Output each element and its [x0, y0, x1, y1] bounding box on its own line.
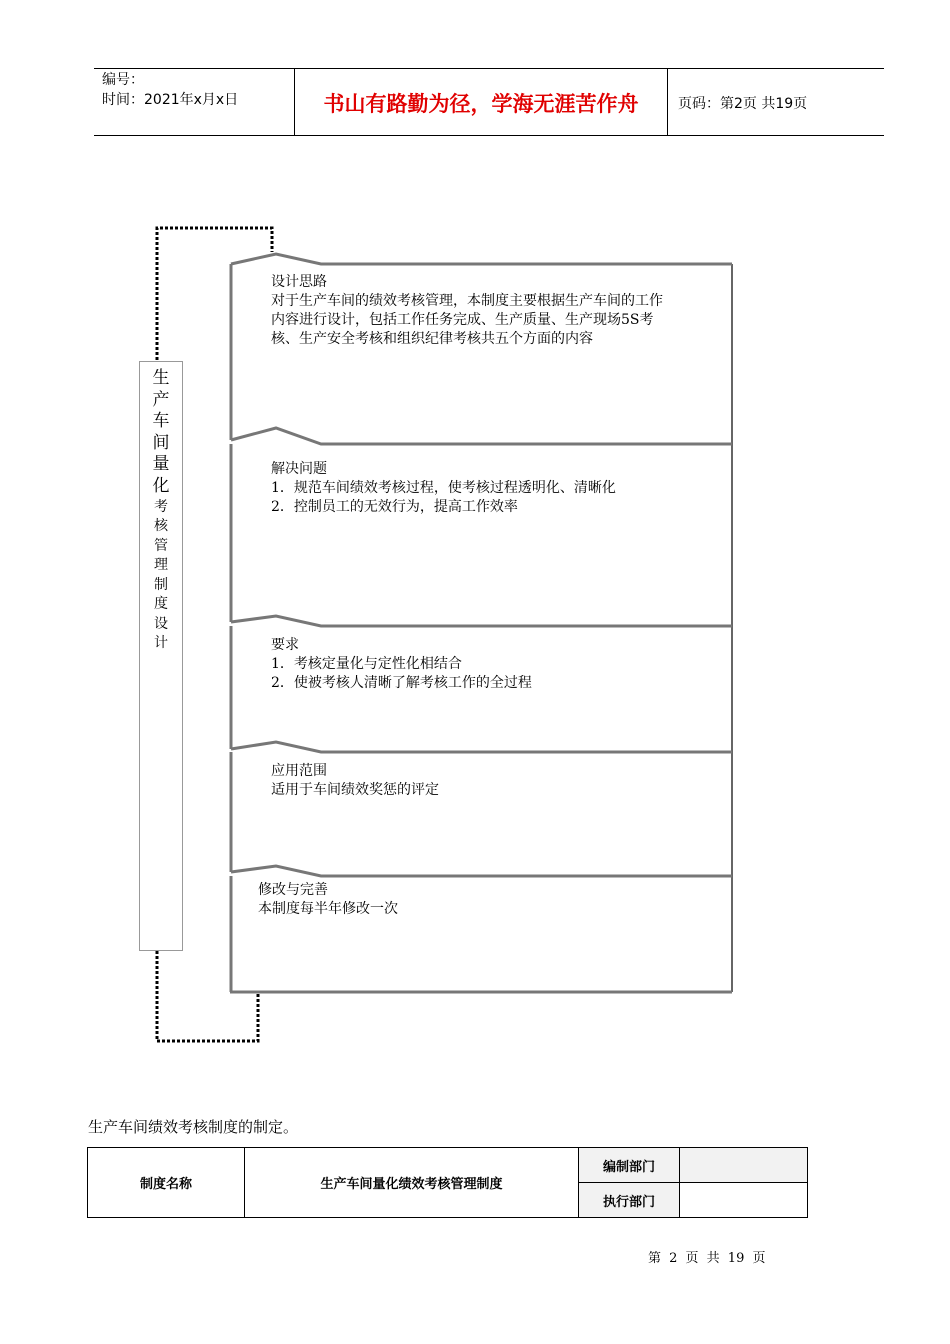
dept1-label: 编制部门: [579, 1148, 680, 1183]
title-char: 产: [152, 389, 170, 410]
vertical-title: [140, 368, 182, 654]
title-char: 考: [154, 498, 168, 515]
section-revision: [258, 881, 398, 919]
vertical-title-box: [139, 361, 183, 951]
section-line: 2．使被考核人清晰了解考核工作的全过程: [271, 675, 532, 691]
name-label: 制度名称: [88, 1148, 245, 1218]
section-line: 1．考核定量化与定性化相结合: [271, 656, 462, 672]
section-line: 核、生产安全考核和组织纪律考核共五个方面的内容: [271, 331, 593, 347]
section-line: 对于生产车间的绩效考核管理，本制度主要根据生产车间的工作: [271, 293, 663, 309]
section-heading: 修改与完善: [258, 882, 328, 898]
section-requirements: [271, 636, 532, 693]
title-char: 车: [152, 411, 170, 432]
section-heading: 解决问题: [271, 461, 327, 477]
section-problems: [271, 460, 616, 517]
dept1-value: [680, 1148, 808, 1183]
title-char: 设: [154, 615, 168, 632]
title-char: 理: [154, 557, 168, 574]
page-footer: 第 2 页 共 19 页: [648, 1251, 766, 1266]
title-char: 计: [154, 635, 168, 652]
intro-text: 生产车间绩效考核制度的制定。: [88, 1118, 299, 1136]
title-char: 制: [154, 576, 168, 593]
time-label: 时间：2021年x月x日: [102, 92, 239, 108]
name-value: 生产车间量化绩效考核管理制度: [245, 1148, 579, 1218]
title-char: 度: [154, 596, 168, 613]
serial-label: 编号：: [102, 72, 144, 88]
section-line: 适用于车间绩效奖惩的评定: [271, 782, 439, 798]
title-char: 生: [152, 368, 170, 388]
section-line: 2．控制员工的无效行为，提高工作效率: [271, 499, 518, 515]
section-design: [271, 273, 663, 349]
header-motto: 书山有路勤为径，学海无涯苦作舟: [323, 92, 639, 116]
section-line: 1．规范车间绩效考核过程，使考核过程透明化、清晰化: [271, 480, 616, 496]
section-heading: 要求: [271, 637, 299, 653]
title-char: 管: [154, 537, 168, 554]
info-table: [87, 1147, 808, 1218]
section-scope: [271, 762, 439, 800]
section-heading: 应用范围: [271, 763, 327, 779]
section-line: 本制度每半年修改一次: [258, 901, 398, 917]
section-line: 内容进行设计，包括工作任务完成、生产质量、生产现场5S考: [271, 312, 654, 328]
section-heading: 设计思路: [271, 274, 327, 290]
dept2-label: 执行部门: [579, 1183, 680, 1218]
title-char: 核: [154, 518, 168, 535]
bracket-top: [157, 228, 272, 360]
title-char: 间: [152, 432, 170, 453]
title-char: 量: [152, 454, 170, 475]
dept2-value: [680, 1183, 808, 1218]
page-label: 页码：第2页 共19页: [678, 96, 808, 112]
title-char: 化: [152, 475, 170, 496]
bracket-bottom: [157, 951, 258, 1041]
